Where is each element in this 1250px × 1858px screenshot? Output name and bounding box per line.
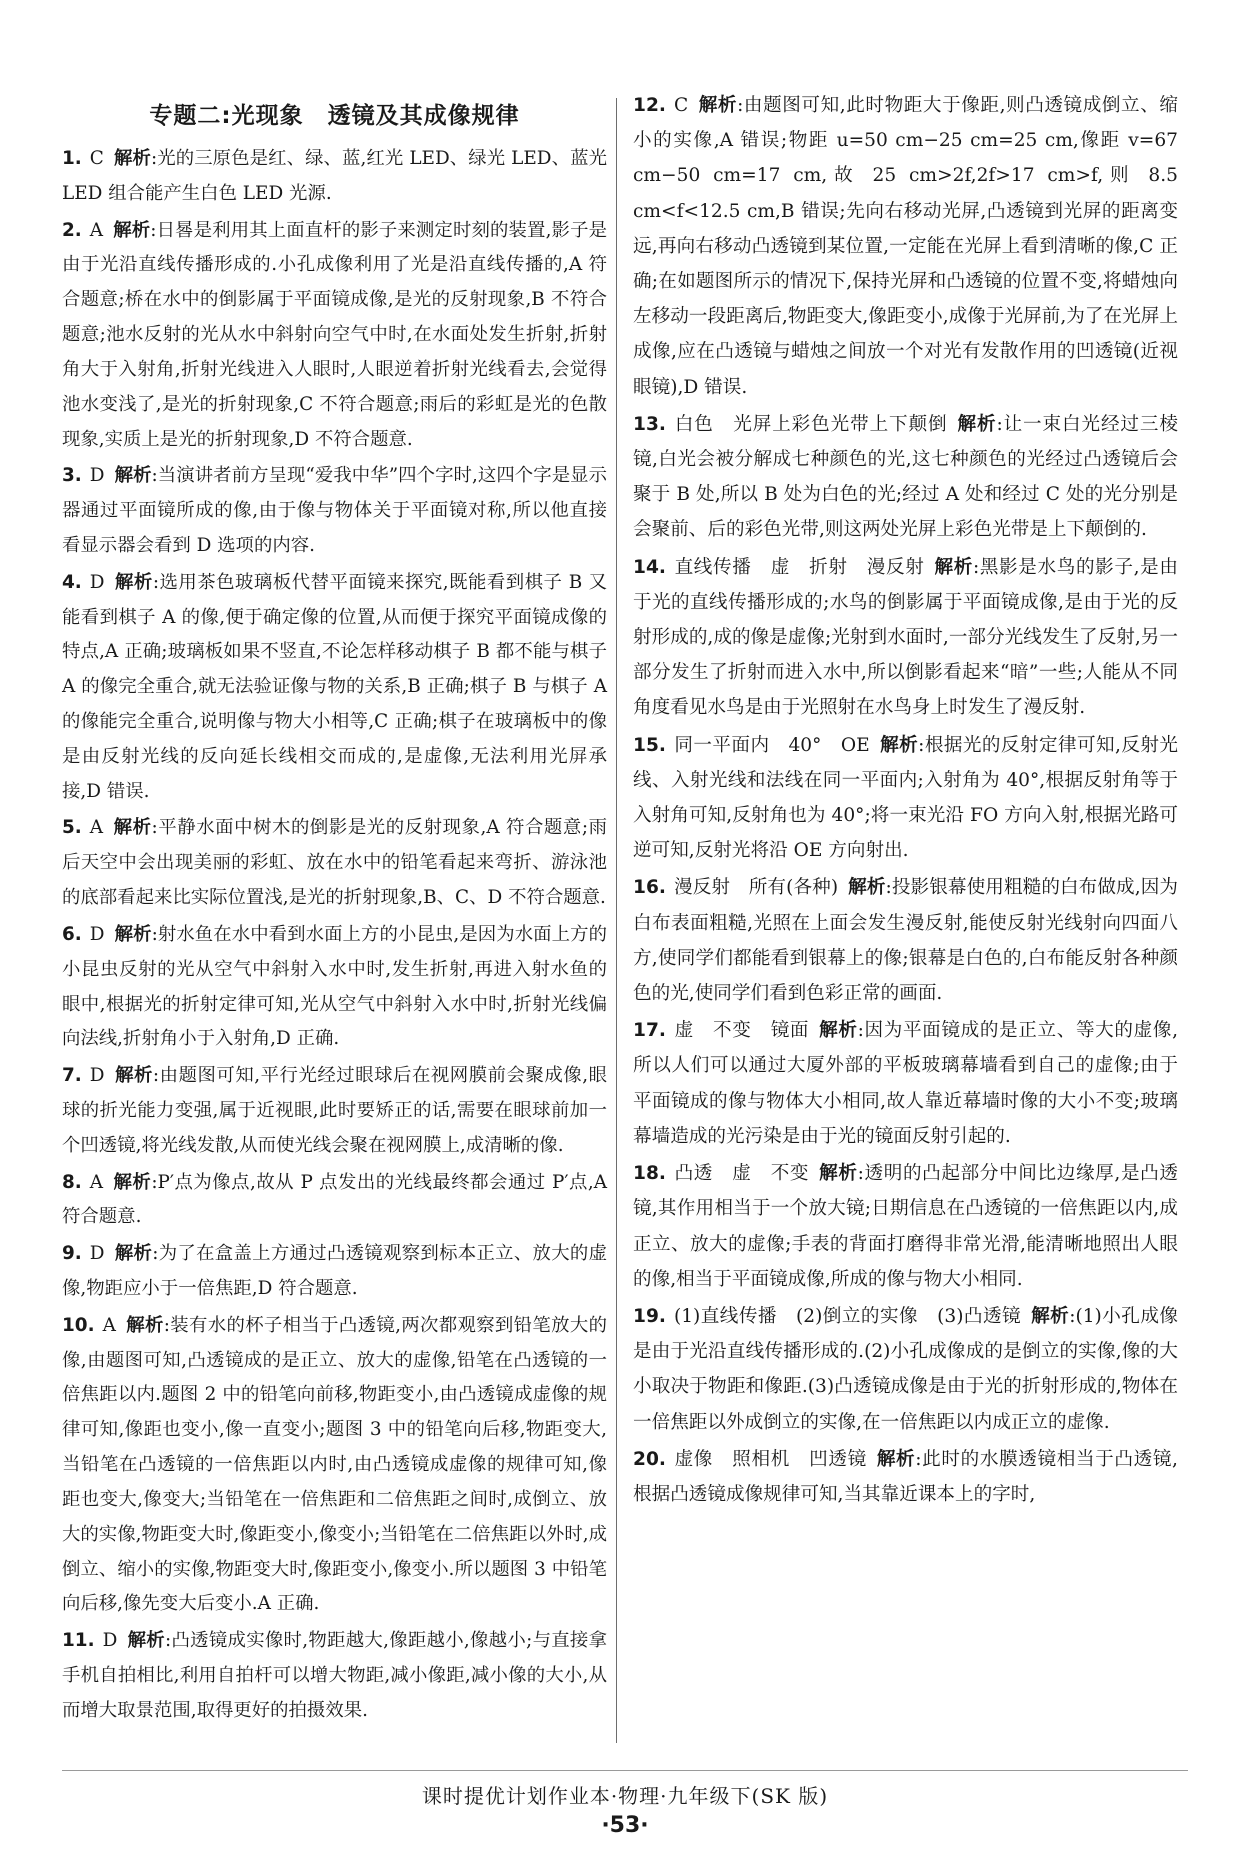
item-text: 日晷是利用其上面直杆的影子来测定时刻的装置,影子是由于光沿直线传播形成的.小孔成像利用了光是沿直线传播的,A 符合题意;桥在水中的倒影属于平面镜成像,是光的反射现象,B 不符合题意;池水反射的光从水中斜射向空气中时,在水面处发生折射,折射角大于入射角,折射光线进入人眼时,人眼逆着折射光线看去,会觉得池水变浅了,是光的折射现象,C 不符合题意;雨后的彩虹是光的色散现象,实质上是光的折射现象,D 不符合题意.: [62, 219, 607, 450]
label-colon: :: [152, 1065, 160, 1087]
item-text: 让一束白光经过三棱镜,白光会被分解成七种颜色的光,这七种颜色的光经过凸透镜后会聚于 B 处,所以 B 处为白色的光;经过 A 处和经过 C 处的光分别是会聚前、后的彩色光带,则这两处光屏上彩色光带是上下颠倒的.: [633, 413, 1178, 541]
item-answer: D: [89, 923, 105, 945]
item-answer: 白色 光屏上彩色光带上下颠倒: [673, 413, 948, 435]
item-number: 7.: [62, 1065, 82, 1087]
item-number: 15.: [633, 734, 666, 756]
item-answer: A: [102, 1314, 116, 1336]
analysis-label: 解析: [957, 413, 997, 435]
item-text: 投影银幕使用粗糙的白布做成,因为白布表面粗糙,光照在上面会发生漫反射,能使反射光线射向四面八方,使同学们都能看到银幕上的像;银幕是白色的,白布能反射各种颜色的光,使同学们看到色彩正常的画面.: [633, 877, 1178, 1005]
item-answer: 同一平面内 40° OE: [673, 734, 870, 756]
analysis-label: 解析: [819, 1163, 858, 1185]
label-colon: :: [151, 817, 158, 839]
answer-item: [62, 1059, 607, 1163]
label-colon: :: [915, 1448, 922, 1470]
item-number: 1.: [62, 148, 82, 169]
item-answer: A: [89, 817, 104, 839]
analysis-label: 解析: [125, 1314, 164, 1336]
answer-item: [633, 407, 1178, 548]
section-title: 专题二:光现象 透镜及其成像规律: [149, 103, 520, 129]
item-answer: 凸透 虚 不变: [673, 1163, 810, 1185]
analysis-label: 解析: [819, 1020, 858, 1042]
answer-item: [633, 88, 1178, 405]
column-divider: [616, 98, 617, 1743]
analysis-label: 解析: [114, 465, 152, 487]
item-number: 3.: [62, 465, 82, 487]
analysis-label: 解析: [879, 734, 919, 756]
footer: 课时提优计划作业本·物理·九年级下(SK 版): [421, 1784, 829, 1808]
answer-item: [633, 1442, 1178, 1512]
left-column: [62, 96, 607, 1731]
item-number: 13.: [633, 413, 666, 435]
item-answer: 虚 不变 镜面: [673, 1020, 810, 1042]
item-answer: D: [102, 1630, 118, 1652]
item-answer: C: [673, 95, 689, 116]
item-number: 17.: [633, 1020, 666, 1042]
item-number: 10.: [62, 1314, 95, 1336]
answer-item: [633, 870, 1178, 1011]
item-number: 14.: [633, 556, 666, 578]
item-text: 因为平面镜成的是正立、等大的虚像,所以人们可以通过大厦外部的平板玻璃幕墙看到自己的虚像;由于平面镜成的像与物体大小相同,故人靠近幕墙时像的大小不变;玻璃幕墙造成的光污染是由于光的镜面反射引起的.: [633, 1020, 1178, 1147]
item-number: 5.: [62, 817, 82, 839]
item-answer: 直线传播 虚 折射 漫反射: [673, 556, 925, 578]
label-colon: :: [918, 734, 925, 756]
item-answer: C: [89, 148, 104, 169]
analysis-label: 解析: [934, 556, 973, 578]
page-number: ·53·: [601, 1813, 649, 1838]
label-colon: :: [150, 148, 158, 169]
label-colon: :: [151, 923, 158, 945]
item-text: 此时的水膜透镜相当于凸透镜,根据凸透镜成像规律可知,当其靠近课本上的字时,: [633, 1448, 1178, 1505]
answer-item: [633, 550, 1178, 726]
item-number: 11.: [62, 1630, 95, 1652]
item-text: 射水鱼在水中看到水面上方的小昆虫,是因为水面上方的小昆虫反射的光从空气中斜射入水中时,发生折射,再进入射水鱼的眼中,根据光的折射定律可知,光从空气中斜射入水中时,折射光线偏向法线,折射角小于入射角,D 正确.: [62, 923, 607, 1050]
item-text: 当演讲者前方呈现“爱我中华”四个字时,这四个字是显示器通过平面镜所成的像,由于像与物体关于平面镜对称,所以他直接看显示器会看到 D 选项的内容.: [62, 465, 607, 556]
item-text: 平静水面中树木的倒影是光的反射现象,A 符合题意;雨后天空中会出现美丽的彩虹、放在水中的铅笔看起来弯折、游泳池的底部看起来比实际位置浅,是光的折射现象,B、C、D 不符合题意.: [62, 817, 607, 909]
item-text: 根据光的反射定律可知,反射光线、入射光线和法线在同一平面内;入射角为 40°,根据反射角等于入射角可知,反射角也为 40°;将一束光沿 FO 方向入射,根据光路可逆可知,反射光将沿 OE 方向射出.: [633, 734, 1178, 862]
item-answer: 漫反射 所有(各种): [673, 877, 839, 899]
item-text: 光的三原色是红、绿、蓝,红光 LED、绿光 LED、蓝光 LED 组合能产生白色 LED 光源.: [62, 148, 607, 204]
analysis-label: 解析: [848, 877, 886, 899]
item-text: (1)小孔成像是由于光沿直线传播形成的.(2)小孔成像成的是倒立的实像,像的大小取决于物距和像距.(3)凸透镜成像是由于光的折射形成的,物体在一倍焦距以外成倒立的实像,在一倍焦距以内成正立的虚像.: [633, 1305, 1178, 1433]
answer-item: [633, 1156, 1178, 1297]
item-answer: D: [89, 1243, 105, 1265]
item-number: 8.: [62, 1171, 82, 1193]
item-number: 4.: [62, 571, 82, 593]
label-colon: :: [151, 1171, 158, 1193]
label-colon: :: [857, 1163, 864, 1185]
label-colon: :: [150, 219, 157, 241]
item-text: 凸透镜成实像时,物距越大,像距越小,像越小;与直接拿手机自拍相比,利用自拍杆可以增大物距,减小像距,减小像的大小,从而增大取景范围,取得更好的拍摄效果.: [62, 1630, 607, 1721]
label-colon: :: [996, 413, 1003, 435]
answer-item: [62, 918, 607, 1057]
analysis-label: 解析: [113, 1171, 152, 1193]
item-text: 选用茶色玻璃板代替平面镜来探究,既能看到棋子 B 又能看到棋子 A 的像,便于确定像的位置,从而便于探究平面镜成像的特点,A 正确;玻璃板如果不竖直,不论怎样移动棋子 B 都不能与棋子 A 的像完全重合,就无法验证像与物的关系,B 正确;棋子 B 与棋子 A 的像能完全重合,说明像与物大小相等,C 正确;棋子在玻璃板中的像是由反射光线的反向延长线相交而成的,是虚像,无法利用光屏承接,D 错误.: [62, 571, 607, 802]
item-number: 16.: [633, 877, 666, 899]
footer-rule: [62, 1770, 1188, 1771]
answer-item: [62, 1624, 607, 1728]
label-colon: :: [972, 556, 980, 578]
item-text: 黑影是水鸟的影子,是由于光的直线传播形成的;水鸟的倒影属于平面镜成像,是由于光的反射形成的,成的像是虚像;光射到水面时,一部分光线发生了反射,另一部分发生了折射而进入水中,所以倒影看起来“暗”一些;人能从不同角度看见水鸟是由于光照射在水鸟身上时发生了漫反射.: [633, 556, 1178, 719]
analysis-label: 解析: [876, 1448, 916, 1470]
label-colon: :: [857, 1020, 864, 1042]
item-answer: D: [89, 571, 105, 593]
item-answer: A: [89, 219, 104, 241]
analysis-label: 解析: [113, 817, 152, 839]
analysis-label: 解析: [114, 1243, 153, 1265]
label-colon: :: [885, 877, 892, 899]
analysis-label: 解析: [127, 1630, 165, 1652]
item-answer: D: [89, 1065, 105, 1087]
item-number: 12.: [633, 95, 666, 116]
item-text: 为了在盒盖上方通过凸透镜观察到标本正立、放大的虚像,物距应小于一倍焦距,D 符合题意.: [62, 1243, 607, 1299]
item-answer: D: [89, 465, 105, 487]
analysis-label: 解析: [114, 571, 153, 593]
answer-item: [633, 1013, 1178, 1154]
item-number: 6.: [62, 923, 82, 945]
answer-item: [62, 1309, 607, 1622]
label-colon: :: [163, 1314, 170, 1336]
label-colon: :: [165, 1630, 172, 1652]
item-answer: 虚像 照相机 凹透镜: [673, 1448, 867, 1470]
analysis-label: 解析: [114, 1065, 153, 1087]
label-colon: :: [151, 465, 158, 487]
label-colon: :: [1069, 1305, 1076, 1327]
label-colon: :: [152, 1243, 159, 1265]
item-number: 20.: [633, 1448, 666, 1470]
answer-item: [633, 1299, 1178, 1440]
analysis-label: 解析: [113, 219, 151, 241]
analysis-label: 解析: [698, 95, 738, 116]
item-text: 装有水的杯子相当于凸透镜,两次都观察到铅笔放大的像,由题图可知,凸透镜成的是正立、放大的虚像,铅笔在凸透镜的一倍焦距以内.题图 2 中的铅笔向前移,物距变小,由凸透镜成虚像的规律可知,像距也变小,像一直变小;题图 3 中的铅笔向后移,物距变大,当铅笔在凸透镜的一倍焦距以内时,由凸透镜成虚像的规律可知,像距也变大,像变大;当铅笔在一倍焦距和二倍焦距之间时,成倒立、放大的实像,物距变大时,像距变小,像变小;当铅笔在二倍焦距以外时,成倒立、缩小的实像,物距变大时,像距变小,像变小.所以题图 3 中铅笔向后移,像先变大后变小.A 正确.: [62, 1314, 607, 1615]
answer-item: [62, 811, 607, 915]
answer-item: [62, 1237, 607, 1307]
answer-item: [633, 728, 1178, 869]
answer-item: [62, 214, 607, 458]
analysis-label: 解析: [113, 148, 151, 169]
right-column: [633, 88, 1178, 1514]
item-text: P′点为像点,故从 P 点发出的光线最终都会通过 P′点,A 符合题意.: [62, 1171, 607, 1228]
item-text: 由题图可知,平行光经过眼球后在视网膜前会聚成像,眼球的折光能力变强,属于近视眼,此时要矫正的话,需要在眼球前加一个凹透镜,将光线发散,从而使光线会聚在视网膜上,成清晰的像.: [62, 1065, 607, 1156]
answer-item: [62, 459, 607, 563]
item-answer: (1)直线传播 (2)倒立的实像 (3)凸透镜: [673, 1305, 1022, 1327]
label-colon: :: [152, 571, 160, 593]
item-number: 18.: [633, 1163, 666, 1185]
item-number: 19.: [633, 1305, 666, 1327]
item-number: 9.: [62, 1243, 82, 1265]
answer-item: [62, 142, 607, 212]
item-number: 2.: [62, 219, 82, 241]
analysis-label: 解析: [1031, 1305, 1070, 1327]
answer-item: [62, 566, 607, 810]
label-colon: :: [737, 95, 744, 116]
item-answer: A: [89, 1171, 104, 1193]
item-text: 由题图可知,此时物距大于像距,则凸透镜成倒立、缩小的实像,A 错误;物距 u=50 cm−25 cm=25 cm,像距 v=67 cm−50 cm=17 cm,故 25 cm>2f,2f>17 cm>f,则 8.5 cm<f<12.5 cm,B 错误;先向右移动光屏,凸透镜到光屏的距离变远,再向右移动凸透镜到某位置,一定能在光屏上看到清晰的像,C 正确;在如题图所示的情况下,保持光屏和凸透镜的位置不变,将蜡烛向左移动一段距离后,物距变大,像距变小,成像于光屏前,为了在光屏上成像,应在凸透镜与蜡烛之间放一个对光有发散作用的凹透镜(近视眼镜),D 错误.: [633, 95, 1178, 398]
answer-item: [62, 1166, 607, 1236]
item-text: 透明的凸起部分中间比边缘厚,是凸透镜,其作用相当于一个放大镜;日期信息在凸透镜的一倍焦距以内,成正立、放大的虚像;手表的背面打磨得非常光滑,能清晰地照出人眼的像,相当于平面镜成像,所成的像与物大小相同.: [633, 1163, 1178, 1290]
analysis-label: 解析: [114, 923, 152, 945]
